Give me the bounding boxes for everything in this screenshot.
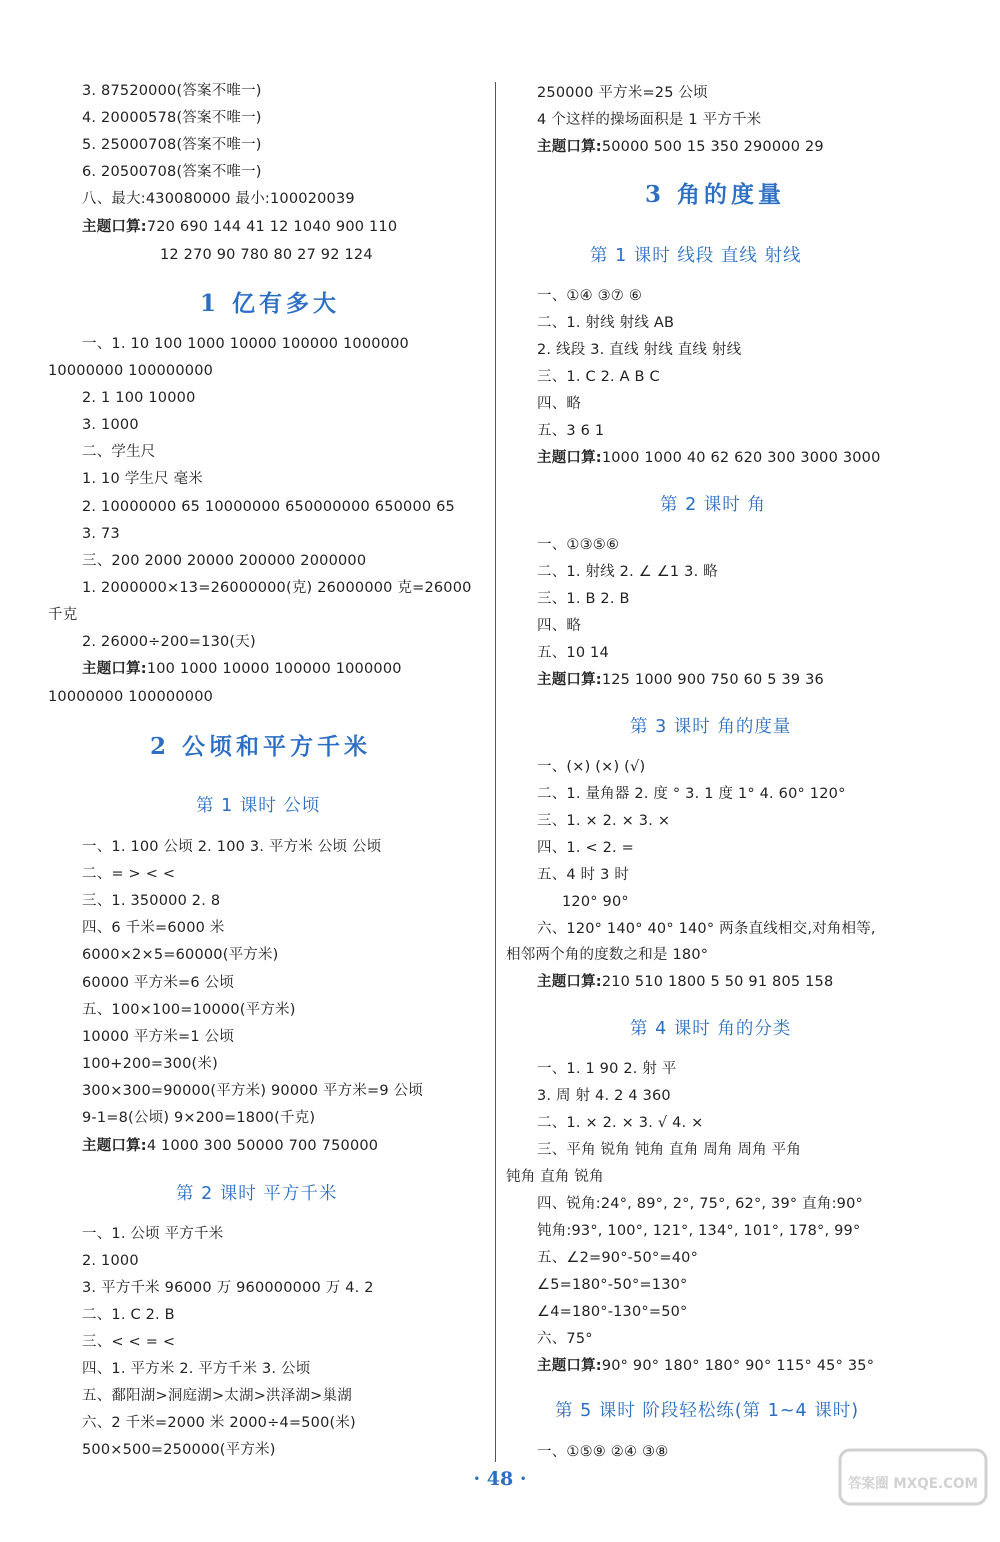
answer-line: 60000 平方米=6 公顷	[82, 975, 235, 991]
answer-line: 千克	[48, 607, 78, 623]
chapter-title: 2 公顷和平方千米	[150, 733, 372, 760]
answer-line: 三、200 2000 20000 200000 2000000	[82, 553, 367, 569]
column-divider	[495, 82, 496, 1462]
watermark-logo	[838, 1448, 988, 1532]
mental-math-label: 主题口算:	[82, 1138, 147, 1154]
lesson-title: 第 1 课时 线段 直线 射线	[590, 246, 802, 266]
mental-math-label: 主题口算:	[537, 450, 602, 466]
answer-line: 四、锐角:24°, 89°, 2°, 75°, 62°, 39° 直角:90°	[537, 1196, 863, 1212]
mental-math-values: 90° 90° 180° 180° 90° 115° 45° 35°	[601, 1358, 875, 1374]
answer-line: 2. 线段 3. 直线 射线 直线 射线	[537, 342, 742, 358]
lesson-title: 第 3 课时 角的度量	[630, 717, 792, 737]
answer-line: ∠5=180°-50°=130°	[537, 1277, 688, 1293]
answer-line: 12 270 90 780 80 27 92 124	[160, 247, 373, 263]
answer-line: 四、1. < 2. =	[537, 840, 634, 856]
mental-math-label: 主题口算:	[537, 974, 602, 990]
lesson-title: 第 2 课时 平方千米	[176, 1184, 338, 1204]
answer-line: 2. 26000÷200=130(天)	[82, 634, 256, 650]
answer-line: 3. 73	[82, 526, 120, 542]
answer-line: 2. 1 100 10000	[82, 390, 196, 406]
answer-line: 三、1. B 2. B	[537, 591, 630, 607]
mental-math-line	[82, 660, 402, 678]
answer-line: 五、100×100=10000(平方米)	[82, 1002, 296, 1018]
mental-math-values: 4 1000 300 50000 700 750000	[146, 1138, 379, 1154]
answer-line: 3. 87520000(答案不唯一)	[82, 83, 262, 99]
mental-math-label: 主题口算:	[82, 661, 147, 677]
mental-math-line	[537, 671, 824, 689]
answer-line: 10000000 100000000	[48, 363, 214, 379]
answer-line: 250000 平方米=25 公顷	[537, 85, 708, 101]
answer-line: 八、最大:430080000 最小:100020039	[82, 191, 355, 207]
mental-math-values: 50000 500 15 350 290000 29	[601, 139, 824, 155]
mental-math-values: 100 1000 10000 100000 1000000	[146, 661, 402, 677]
answer-line: 300×300=90000(平方米) 90000 平方米=9 公顷	[82, 1083, 424, 1099]
answer-line: 一、1. 100 公顷 2. 100 3. 平方米 公顷 公顷	[82, 839, 382, 855]
answer-line: 100+200=300(米)	[82, 1056, 218, 1072]
answer-line: 二、= > < <	[82, 866, 176, 882]
answer-line: 四、略	[537, 396, 582, 412]
answer-line: 一、1. 1 90 2. 射 平	[537, 1061, 677, 1077]
mental-math-line	[537, 1357, 874, 1375]
answer-line: 二、1. 射线 2. ∠ ∠1 3. 略	[537, 564, 718, 580]
mental-math-line	[82, 218, 397, 236]
answer-line: 四、1. 平方米 2. 平方千米 3. 公顷	[82, 1361, 311, 1377]
answer-line: 4 个这样的操场面积是 1 平方千米	[537, 112, 762, 128]
answer-line: 三、平角 锐角 钝角 直角 周角 周角 平角	[537, 1142, 802, 1158]
answer-line: 10000 平方米=1 公顷	[82, 1029, 235, 1045]
answer-line: 三、< < = <	[82, 1334, 176, 1350]
answer-line: 二、1. 量角器 2. 度 ° 3. 1 度 1° 4. 60° 120°	[537, 786, 846, 802]
answer-line: ∠4=180°-130°=50°	[537, 1304, 688, 1320]
mental-math-label: 主题口算:	[537, 1358, 602, 1374]
chapter-title: 3 角的度量	[645, 181, 786, 208]
answer-line: 一、①④ ③⑦ ⑥	[537, 288, 643, 304]
answer-line: 2. 1000	[82, 1253, 139, 1269]
answer-line: 6. 20500708(答案不唯一)	[82, 164, 262, 180]
page-number: · 48 ·	[473, 1468, 527, 1490]
answer-line: 二、1. 射线 射线 AB	[537, 315, 675, 331]
mental-math-line	[537, 449, 881, 467]
mental-math-label: 主题口算:	[537, 672, 602, 688]
answer-line: 六、120° 140° 40° 140° 两条直线相交,对角相等,	[537, 921, 876, 937]
watermark-text: 答案圈 MXQE.COM	[848, 1476, 983, 1492]
answer-line: 4. 20000578(答案不唯一)	[82, 110, 262, 126]
answer-line: 1. 2000000×13=26000000(克) 26000000 克=26000	[82, 580, 472, 596]
answer-line: 三、1. × 2. × 3. ×	[537, 813, 671, 829]
answer-line: 钝角 直角 锐角	[506, 1169, 604, 1185]
answer-line: 五、鄱阳湖>洞庭湖>太湖>洪泽湖>巢湖	[82, 1388, 352, 1404]
chapter-title: 1 亿有多大	[200, 290, 341, 317]
answer-line: 6000×2×5=60000(平方米)	[82, 947, 279, 963]
mental-math-values: 720 690 144 41 12 1040 900 110	[146, 219, 398, 235]
mental-math-line	[82, 1137, 378, 1155]
lesson-title: 第 2 课时 角	[660, 495, 766, 515]
answer-line: 四、略	[537, 618, 582, 634]
answer-line: 一、①⑤⑨ ②④ ③⑧	[537, 1444, 669, 1460]
answer-line: 120° 90°	[562, 894, 629, 910]
answer-line: 1. 10 学生尺 毫米	[82, 471, 204, 487]
answer-line: 一、1. 公顷 平方千米	[82, 1226, 224, 1242]
answer-line: 二、1. C 2. B	[82, 1307, 175, 1323]
answer-line: 四、6 千米=6000 米	[82, 920, 225, 936]
answer-line: 相邻两个角的度数之和是 180°	[506, 947, 709, 963]
answer-line: 一、1. 10 100 1000 10000 100000 1000000	[82, 336, 409, 352]
mental-math-label: 主题口算:	[537, 139, 602, 155]
answer-line: 三、1. 350000 2. 8	[82, 893, 221, 909]
answer-line: 10000000 100000000	[48, 689, 214, 705]
answer-line: 一、①③⑤⑥	[537, 537, 620, 553]
answer-line: 六、2 千米=2000 米 2000÷4=500(米)	[82, 1415, 356, 1431]
mental-math-label: 主题口算:	[82, 219, 147, 235]
answer-line: 5. 25000708(答案不唯一)	[82, 137, 262, 153]
answer-line: 3. 平方千米 96000 万 960000000 万 4. 2	[82, 1280, 374, 1296]
answer-line: 五、10 14	[537, 645, 609, 661]
answer-line: 500×500=250000(平方米)	[82, 1442, 276, 1458]
mental-math-values: 125 1000 900 750 60 5 39 36	[601, 672, 824, 688]
answer-line: 3. 1000	[82, 417, 139, 433]
answer-line: 六、75°	[537, 1331, 593, 1347]
answer-line: 五、3 6 1	[537, 423, 605, 439]
mental-math-line	[537, 138, 824, 156]
mental-math-values: 210 510 1800 5 50 91 805 158	[601, 974, 834, 990]
answer-line: 五、∠2=90°-50°=40°	[537, 1250, 699, 1266]
answer-line: 三、1. C 2. A B C	[537, 369, 660, 385]
answer-line: 一、(×) (×) (√)	[537, 759, 646, 775]
answer-line: 二、学生尺	[82, 444, 156, 460]
answer-line: 2. 10000000 65 10000000 650000000 650000 65	[82, 499, 455, 515]
lesson-title: 第 4 课时 角的分类	[630, 1019, 792, 1039]
mental-math-line	[537, 973, 833, 991]
answer-line: 9-1=8(公顷) 9×200=1800(千克)	[82, 1110, 316, 1126]
lesson-title: 第 1 课时 公顷	[196, 796, 321, 816]
lesson-title: 第 5 课时 阶段轻松练(第 1~4 课时)	[555, 1401, 860, 1421]
answer-line: 3. 周 射 4. 2 4 360	[537, 1088, 671, 1104]
mental-math-values: 1000 1000 40 62 620 300 3000 3000	[601, 450, 881, 466]
answer-line: 钝角:93°, 100°, 121°, 134°, 101°, 178°, 99°	[537, 1223, 861, 1239]
answer-line: 五、4 时 3 时	[537, 867, 630, 883]
answer-line: 二、1. × 2. × 3. √ 4. ×	[537, 1115, 704, 1131]
